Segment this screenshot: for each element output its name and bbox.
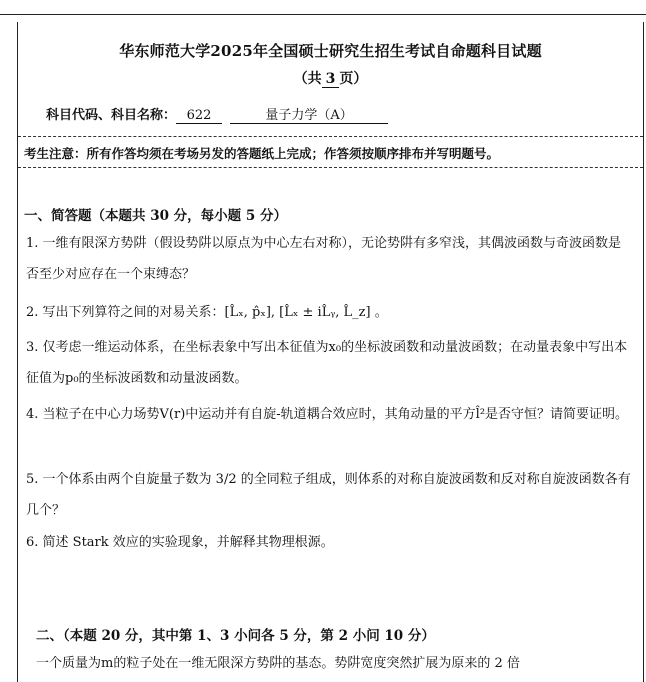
- candidate-notice: 考生注意：所有作答均须在考场另发的答题纸上完成；作答须按顺序排布并写明题号。: [24, 146, 500, 161]
- page-count-number: 3: [322, 71, 340, 88]
- top-rule: [0, 14, 646, 15]
- notice-top-rule: [18, 136, 643, 137]
- exam-page: [17, 22, 644, 682]
- subject-name: 量子力学（A）: [230, 104, 388, 124]
- subject-label: 科目代码、科目名称：: [46, 108, 177, 123]
- section2-text: 一个质量为m的粒子处在一维无限深方势阱的基态。势阱宽度突然扩展为原来的 2 倍: [36, 656, 520, 671]
- question-4: 4. 当粒子在中心力场势V(r)中运动并有自旋-轨道耦合效应时，其角动量的平方l̂²是否守恒？请简要证明。: [26, 407, 629, 422]
- question-5: 5. 一个体系由两个自旋量子数为 3/2 的全同粒子组成，则体系的对称自旋波函数和反对称自旋波函数各有几个？: [26, 472, 631, 518]
- page-count: [18, 68, 643, 88]
- page-count-suffix: 页）: [339, 71, 368, 87]
- subject-code: 622: [176, 108, 222, 124]
- question-2: 2. 写出下列算符之间的对易关系：[L̂ₓ, p̂ₓ], [L̂ₓ ± iL̂ᵧ, L̂_z] 。: [26, 305, 388, 320]
- section1-heading: 一、简答题（本题共 30 分，每小题 5 分）: [24, 208, 287, 224]
- question-6: 6. 简述 Stark 效应的实验现象，并解释其物理根源。: [26, 535, 334, 550]
- subject-line: [46, 104, 388, 124]
- notice-bottom-rule: [18, 167, 643, 168]
- section2-heading: 二、（本题 20 分，其中第 1、3 小问各 5 分，第 2 小问 10 分）: [36, 628, 435, 644]
- question-1: 1. 一维有限深方势阱（假设势阱以原点为中心左右对称），无论势阱有多窄浅，其偶波函数与奇波函数是否至少对应存在一个束缚态？: [26, 236, 622, 282]
- page-count-prefix: （共: [293, 71, 322, 87]
- question-3: 3. 仅考虑一维运动体系，在坐标表象中写出本征值为x₀的坐标波函数和动量波函数；在动量表象中写出本征值为p₀的坐标波函数和动量波函数。: [26, 340, 628, 386]
- exam-title: 华东师范大学2025年全国硕士研究生招生考试自命题科目试题: [119, 42, 542, 60]
